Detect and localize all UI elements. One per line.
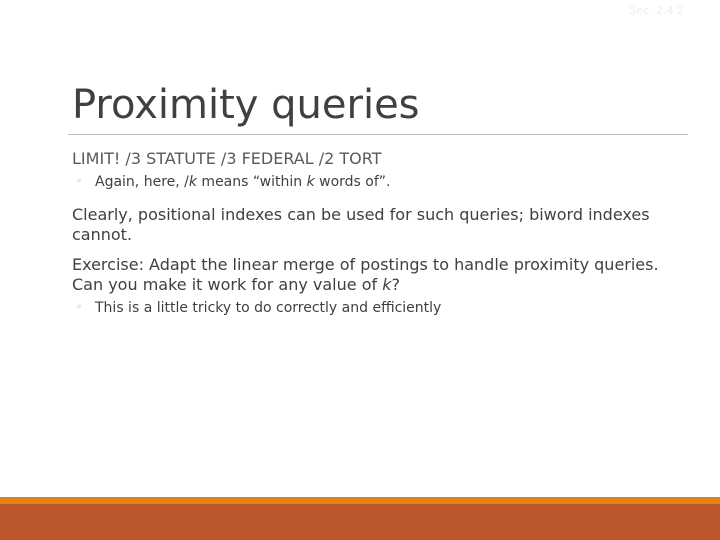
bullet-positional-indexes [72, 205, 688, 245]
bullet-exercise-k-italic: k [382, 275, 392, 294]
sub-bullet-tricky [72, 299, 688, 317]
sub-list-query-example [72, 173, 688, 191]
sub-bullet-marker-icon: ◦ [76, 302, 82, 313]
bullet-exercise-part: ? [391, 275, 400, 294]
sub-bullet-k-meaning-part: means “within [196, 174, 307, 190]
bullet-query-example-text: LIMIT! /3 STATUTE /3 FEDERAL /2 TORT [72, 149, 382, 168]
footer-band-main [0, 504, 720, 540]
sub-bullet-k-italic: k [188, 174, 197, 190]
title-divider [68, 134, 688, 135]
bullet-positional-indexes-text: Clearly, positional indexes can be used for such queries; biword indexes cannot. [72, 205, 650, 244]
sub-bullet-k-meaning [72, 173, 688, 191]
sub-bullet-marker-icon: ◦ [76, 176, 82, 187]
bullet-exercise-part: Exercise: Adapt the linear merge of postings to handle proximity queries. Can you make it work for any value of [72, 255, 659, 294]
slide-title: Proximity queries [72, 82, 420, 128]
sub-list-exercise [72, 299, 688, 317]
footer-color-band [0, 497, 720, 540]
footer-band-accent-strip [0, 497, 720, 504]
slide-section-ref: Sec. 2.4.2 [629, 4, 684, 17]
bullet-query-example [72, 149, 688, 169]
sub-bullet-tricky-text: This is a little tricky to do correctly and efficiently [95, 300, 442, 316]
slide-content [72, 149, 688, 317]
sub-bullet-k-meaning-part: Again, here, / [95, 174, 189, 190]
bullet-exercise [72, 255, 688, 295]
sub-bullet-k-italic: k [306, 174, 315, 190]
sub-bullet-k-meaning-part: words of”. [314, 174, 391, 190]
